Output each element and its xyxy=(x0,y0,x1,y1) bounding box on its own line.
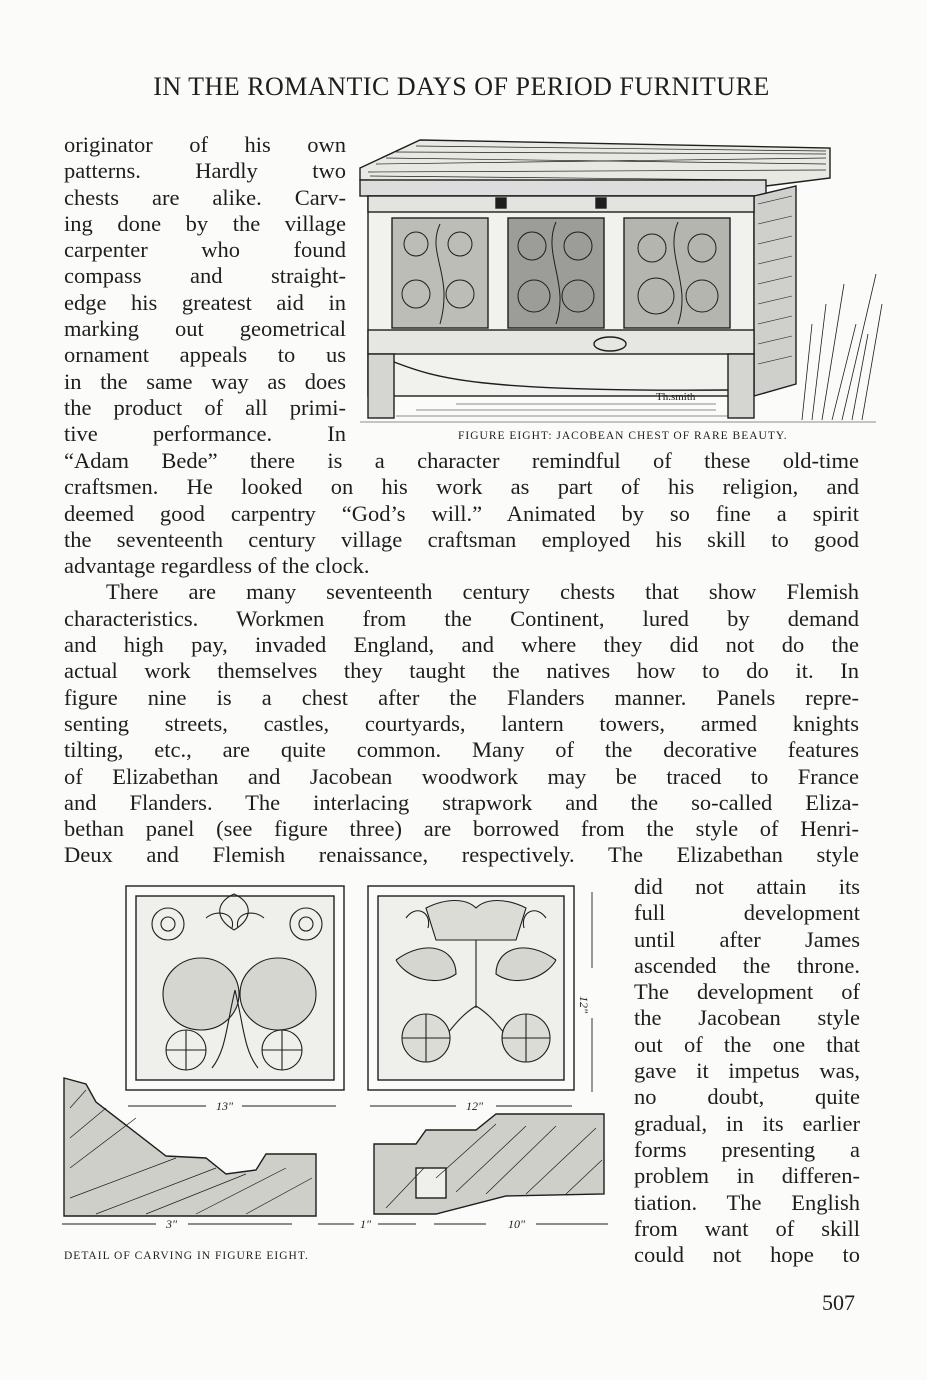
text-line: figure nine is a chest after the Flanders manner. Panels repre- xyxy=(64,684,859,710)
text-line: chests are alike. Carv- xyxy=(64,184,346,210)
carving-detail-illustration xyxy=(56,878,616,1240)
text-line: tiation. The English xyxy=(634,1189,860,1215)
text-line: ascended the throne. xyxy=(634,952,860,978)
text-line: edge his greatest aid in xyxy=(64,289,346,315)
text-line: did not attain its xyxy=(634,874,860,899)
text-line: no doubt, quite xyxy=(634,1084,860,1110)
dimension-label: 3" xyxy=(166,1217,178,1231)
text-line: gradual, in its earlier xyxy=(634,1110,860,1136)
text-line: originator of his own xyxy=(64,132,346,157)
detail-caption: DETAIL OF CARVING IN FIGURE EIGHT. xyxy=(64,1250,309,1262)
text-line: actual work themselves they taught the natives how to do it. In xyxy=(64,658,859,684)
text-line: tive performance. In xyxy=(64,421,346,447)
dimension-label: 10" xyxy=(508,1217,526,1231)
text-line: forms presenting a xyxy=(634,1136,860,1162)
left-column-text xyxy=(64,132,346,448)
text-line: the product of all primi- xyxy=(64,394,346,420)
artist-signature: Th.smith xyxy=(656,391,696,403)
text-line: tilting, etc., are quite common. Many of the decorative features xyxy=(64,737,859,763)
body-text xyxy=(64,448,859,869)
right-column-text xyxy=(634,874,860,1268)
jacobean-chest-illustration xyxy=(356,134,886,430)
dimension-label: 1" xyxy=(360,1217,372,1231)
text-line: “Adam Bede” there is a character remindful of these old-time xyxy=(64,448,859,473)
text-line: ing done by the village xyxy=(64,210,346,236)
text-line: full development xyxy=(634,900,860,926)
text-line: patterns. Hardly two xyxy=(64,158,346,184)
text-line: There are many seventeenth century chests that show Flemish xyxy=(106,579,859,605)
text-line: carpenter who found xyxy=(64,237,346,263)
text-line: until after James xyxy=(634,926,860,952)
text-line: the seventeenth century village craftsman employed his skill to good xyxy=(64,526,859,552)
dimension-label: 12" xyxy=(577,996,591,1014)
text-line: of Elizabethan and Jacobean woodwork may be traced to France xyxy=(64,763,859,789)
text-line: craftsmen. He looked on his work as part of his religion, and xyxy=(64,474,859,500)
text-line: the Jacobean style xyxy=(634,1005,860,1031)
text-line: advantage regardless of the clock. xyxy=(64,553,370,579)
text-line: gave it impetus was, xyxy=(634,1058,860,1084)
text-line: in the same way as does xyxy=(64,368,346,394)
text-line: compass and straight- xyxy=(64,263,346,289)
text-line: marking out geometrical xyxy=(64,316,346,342)
text-line: and Flanders. The interlacing strapwork and the so-called Eliza- xyxy=(64,789,859,815)
dimension-label: 13" xyxy=(216,1099,234,1113)
figure-eight-caption: FIGURE EIGHT: JACOBEAN CHEST OF RARE BEAUTY. xyxy=(458,430,788,442)
page-header: IN THE ROMANTIC DAYS OF PERIOD FURNITURE xyxy=(153,72,770,101)
text-line: and high pay, invaded England, and where they did not do the xyxy=(64,632,859,658)
text-line: could not hope to xyxy=(634,1242,860,1268)
text-line: ornament appeals to us xyxy=(64,342,346,368)
text-line: from want of skill xyxy=(634,1215,860,1241)
text-line: Deux and Flemish renaissance, respectively. The Elizabethan style xyxy=(64,842,859,868)
text-line: deemed good carpentry “God’s will.” Animated by so fine a spirit xyxy=(64,500,859,526)
text-line: out of the one that xyxy=(634,1031,860,1057)
text-line: characteristics. Workmen from the Continent, lured by demand xyxy=(64,605,859,631)
text-line: senting streets, castles, courtyards, lantern towers, armed knights xyxy=(64,710,859,736)
dimension-label: 12" xyxy=(466,1099,484,1113)
text-line: The development of xyxy=(634,979,860,1005)
text-line: problem in differen- xyxy=(634,1163,860,1189)
page-number: 507 xyxy=(822,1290,855,1315)
text-line: bethan panel (see figure three) are borrowed from the style of Henri- xyxy=(64,816,859,842)
